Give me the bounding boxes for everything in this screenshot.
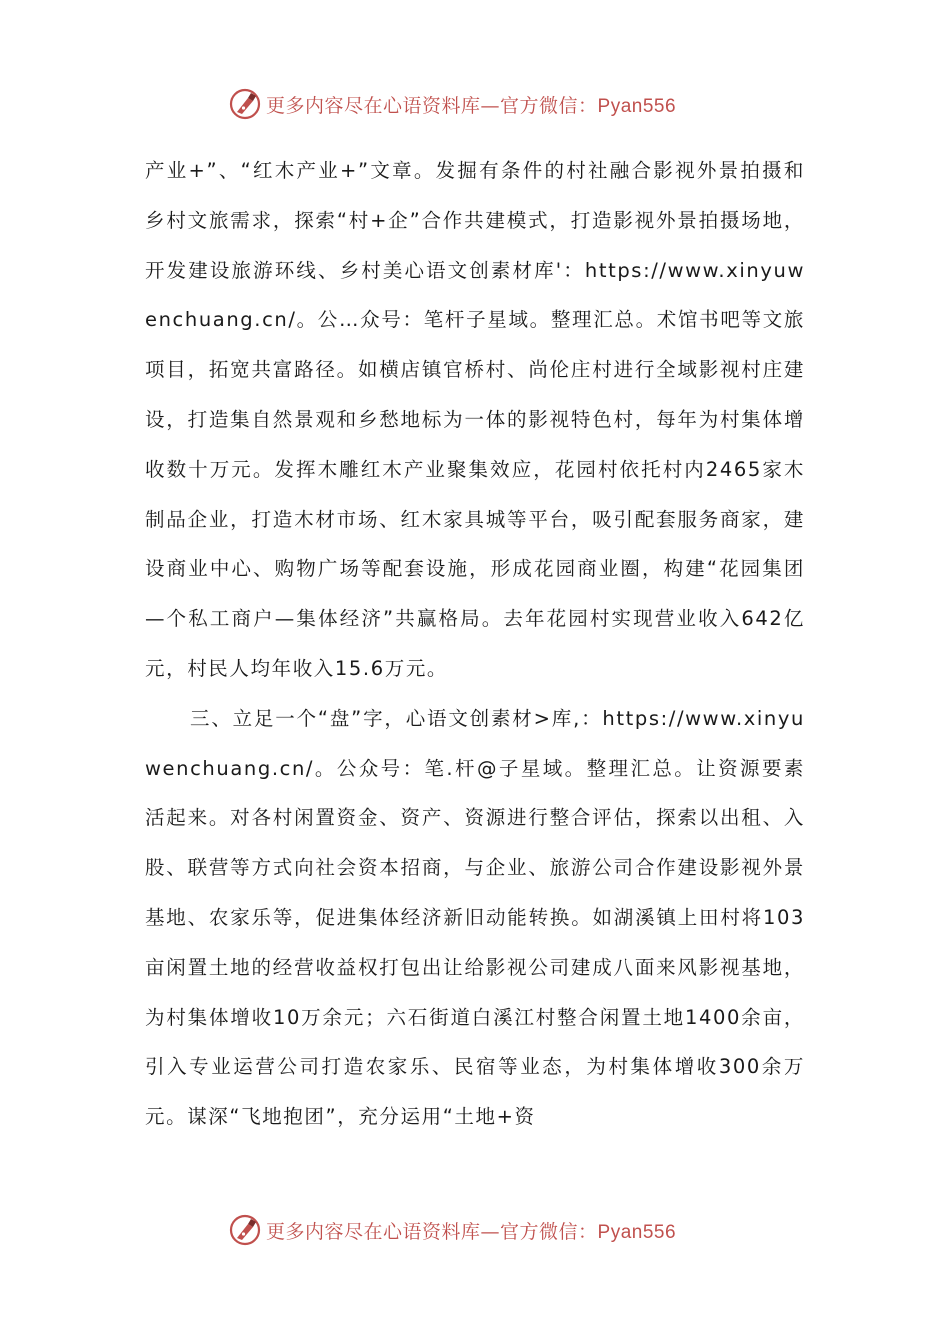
- footer-banner-text: 更多内容尽在心语资料库—官方微信：Pyan556: [266, 1220, 677, 1243]
- pen-nib-logo-icon: [228, 1213, 262, 1247]
- footer-banner: [228, 1212, 748, 1248]
- footer-wechat-id: Pyan556: [597, 1221, 677, 1243]
- document-body: [145, 146, 805, 1142]
- body-paragraph: 产业+”、“红木产业+”文章。发掘有条件的村社融合影视外景拍摄和乡村文旅需求，探索“村+企”合作共建模式，打造影视外景拍摄场地，开发建设旅游环线、乡村美心语文创素材库'：https://www.xinyuwenchuang.cn/。公…众号：笔杆子星域。整理汇总。术馆书吧等文旅项目，拓宽共富路径。如横店镇官桥村、尚伦庄村进行全域影视村庄建设，打造集自然景观和乡愁地标为一体的影视特色村，每年为村集体增收数十万元。发挥木雕红木产业聚集效应，花园村依托村内2465家木制品企业，打造木材市场、红木家具城等平台，吸引配套服务商家，建设商业中心、购物广场等配套设施，形成花园商业圈，构建“花园集团—个私工商户—集体经济”共赢格局。去年花园村实现营业收入642亿元，村民人均年收入15.6万元。: [145, 159, 805, 680]
- header-wechat-id: Pyan556: [597, 95, 677, 117]
- body-paragraph: 三、立足一个“盘”字，心语文创素材>库,：https://www.xinyuwenchuang.cn/。公众号：笔.杆@子星域。整理汇总。让资源要素活起来。对各村闲置资金、资产、资源进行整合评估，探索以出租、入股、联营等方式向社会资本招商，与企业、旅游公司合作建设影视外景基地、农家乐等，促进集体经济新旧动能转换。如湖溪镇上田村将103亩闲置土地的经营收益权打包出让给影视公司建成八面来风影视基地，为村集体增收10万余元；六石街道白溪江村整合闲置土地1400余亩，引入专业运营公司打造农家乐、民宿等业态，为村集体增收300余万元。谋深“飞地抱团”，充分运用“土地+资: [145, 706, 805, 1129]
- header-banner-text: 更多内容尽在心语资料库—官方微信：Pyan556: [266, 94, 677, 117]
- pen-nib-logo-icon: [228, 87, 262, 121]
- header-banner: [228, 86, 748, 122]
